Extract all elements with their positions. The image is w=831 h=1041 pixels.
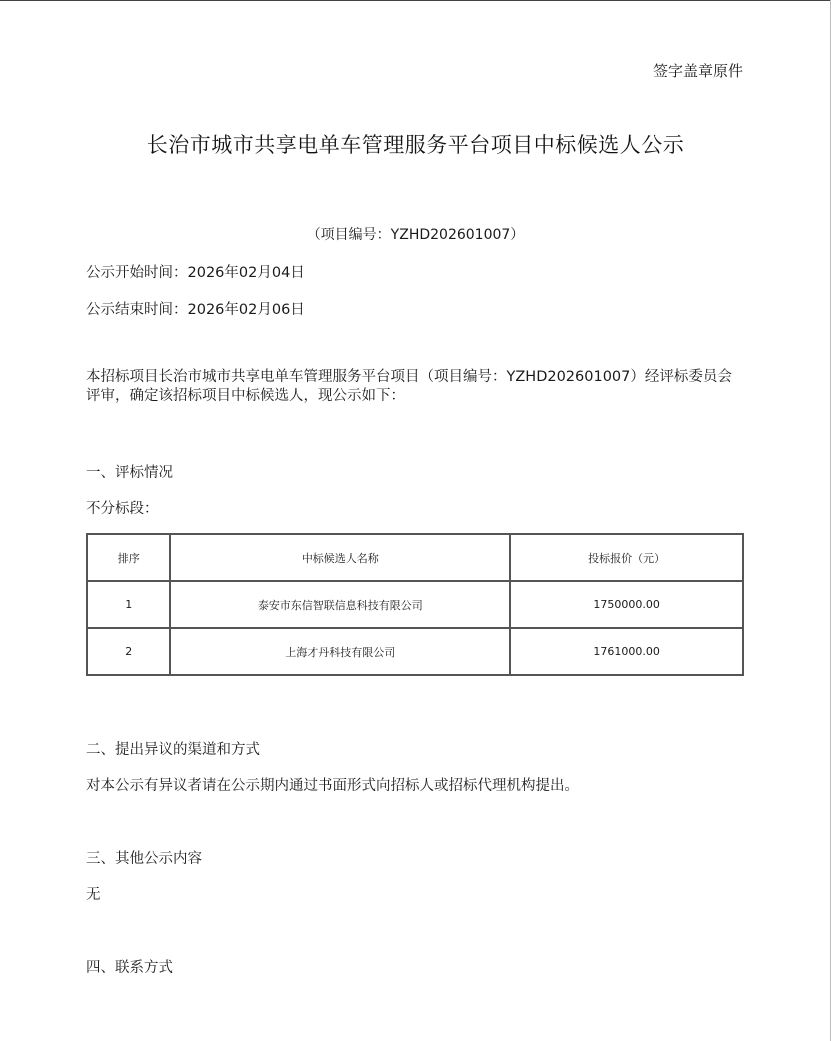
cell-candidate-name: 泰安市东信智联信息科技有限公司	[170, 581, 510, 628]
intro-paragraph: 本招标项目长治市城市共享电单车管理服务平台项目（项目编号：YZHD202601007）经评标委员会评审，确定该招标项目中标候选人，现公示如下：	[86, 369, 732, 404]
section-1-subheading: 不分标段：	[86, 501, 159, 517]
section-3-content: 无	[86, 887, 101, 903]
cell-rank: 2	[87, 628, 170, 675]
project-code-line: （项目编号：YZHD202601007）	[306, 227, 525, 243]
cell-rank: 1	[87, 581, 170, 628]
table-header-row	[87, 534, 743, 581]
header-bid-price: 投标报价（元）	[510, 534, 743, 581]
section-1-heading: 一、评标情况	[86, 465, 173, 481]
page-top-border	[0, 0, 831, 1]
header-candidate-name: 中标候选人名称	[170, 534, 510, 581]
table-row	[87, 628, 743, 675]
section-2-heading: 二、提出异议的渠道和方式	[86, 742, 260, 758]
section-4-heading: 四、联系方式	[86, 960, 173, 976]
cell-bid-price: 1750000.00	[510, 581, 743, 628]
cell-bid-price: 1761000.00	[510, 628, 743, 675]
section-2-content: 对本公示有异议者请在公示期内通过书面形式向招标人或招标代理机构提出。	[86, 778, 579, 794]
publicity-end-time: 公示结束时间：2026年02月06日	[86, 302, 305, 318]
candidates-table	[86, 533, 744, 676]
section-3-heading: 三、其他公示内容	[86, 851, 202, 867]
header-rank: 排序	[87, 534, 170, 581]
publicity-start-time: 公示开始时间：2026年02月04日	[86, 265, 305, 281]
signature-seal-note: 签字盖章原件	[652, 62, 743, 80]
document-title: 长治市城市共享电单车管理服务平台项目中标候选人公示	[146, 133, 685, 157]
table-row	[87, 581, 743, 628]
cell-candidate-name: 上海才丹科技有限公司	[170, 628, 510, 675]
